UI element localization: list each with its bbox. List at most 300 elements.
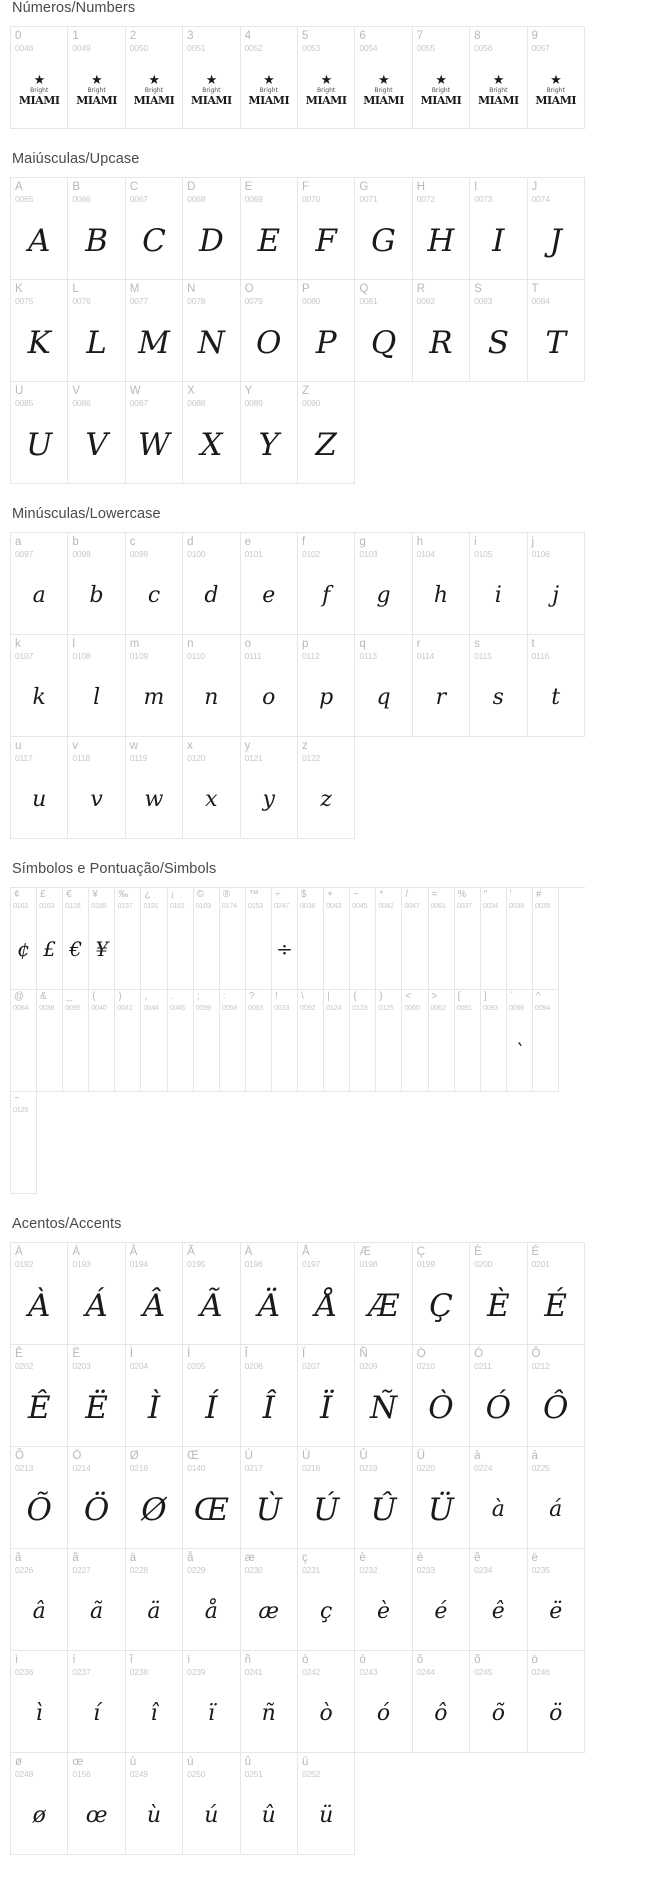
glyph-cell[interactable] [241,1753,298,1855]
glyph-cell[interactable] [350,990,376,1092]
glyph-preview: O [256,324,282,361]
glyph-cell[interactable] [241,280,298,382]
glyph-cell[interactable] [183,280,240,382]
glyph-preview: G [371,222,396,259]
glyph-cell[interactable] [183,1651,240,1753]
glyph-cell[interactable] [272,888,298,990]
glyph-cell[interactable] [324,990,350,1092]
glyph-code-label: 0201 [531,1259,550,1269]
glyph-cell[interactable] [89,888,115,990]
glyph-preview: X [200,426,223,463]
glyph-code-label: 0094 [534,1003,550,1012]
glyph-cell[interactable] [470,1651,527,1753]
glyph-preview: Õ [26,1491,52,1528]
glyph-cell[interactable] [194,888,220,990]
glyph-cell[interactable] [194,990,220,1092]
glyph-cell[interactable] [68,1345,125,1447]
glyph-preview: U [26,426,53,463]
glyph-cell[interactable] [63,990,89,1092]
glyph-cell[interactable] [413,635,470,737]
glyph-cell[interactable] [68,1753,125,1855]
glyph-cell[interactable] [470,1447,527,1549]
glyph-char-label: " [483,889,488,900]
glyph-preview [168,1018,193,1084]
glyph-cell[interactable] [533,888,559,990]
glyph-cell[interactable] [241,533,298,635]
glyph-char-label: Ö [72,1450,82,1462]
glyph-cell[interactable] [11,533,68,635]
glyph-cell[interactable] [126,1753,183,1855]
glyph-cell[interactable] [183,382,240,484]
glyph-cell[interactable] [324,888,350,990]
glyph-cell[interactable] [528,1243,585,1345]
glyph-preview [376,916,401,982]
glyph-char-label: Æ [359,1246,371,1258]
glyph-cell[interactable] [68,1243,125,1345]
glyph-preview: ` [514,1039,525,1063]
glyph-cell[interactable] [355,1345,412,1447]
glyph-cell[interactable] [11,1092,37,1194]
glyph-char-label: ? [248,991,255,1002]
glyph-code-label: 0054 [359,43,378,53]
glyph-code-label: 0205 [187,1361,206,1371]
glyph-cell[interactable] [115,888,141,990]
glyph-cell[interactable] [246,888,272,990]
glyph-band-text: MIAMI [18,94,60,107]
glyph-code-label: 0053 [301,43,321,53]
glyph-char-label: á [531,1450,538,1462]
glyph-cell[interactable] [298,737,355,839]
glyph-preview: N [197,324,225,361]
glyph-char-label: î [129,1654,133,1666]
glyph-cell[interactable] [220,888,246,990]
glyph-cell[interactable] [528,1651,585,1753]
glyph-char-label: ¡ [170,889,174,900]
glyph-cell[interactable] [528,178,585,280]
glyph-cell[interactable] [470,533,527,635]
glyph-cell[interactable] [11,635,68,737]
glyph-cell[interactable] [126,27,183,129]
glyph-code-label: 0078 [187,296,206,306]
glyph-cell[interactable] [507,990,533,1092]
glyph-cell[interactable] [126,1549,183,1651]
glyph-code-label: 0236 [15,1667,34,1677]
glyph-cell[interactable] [241,178,298,280]
glyph-cell[interactable] [183,1447,240,1549]
glyph-cell[interactable] [470,1345,527,1447]
glyph-cell[interactable] [183,1243,240,1345]
glyph-char-label: # [535,889,542,900]
glyph-preview [298,916,323,982]
glyph-cell[interactable] [11,1345,68,1447]
glyph-cell[interactable] [11,1651,68,1753]
glyph-cell[interactable] [298,382,355,484]
glyph-char-label: ù [129,1756,137,1768]
glyph-code-label: 0077 [129,296,148,306]
glyph-code-label: 0245 [474,1667,493,1677]
glyph-cell[interactable] [272,990,298,1092]
glyph-cell[interactable] [355,1243,412,1345]
glyph-code-label: 0106 [531,549,550,559]
glyph-cell[interactable] [355,635,412,737]
glyph-preview: Ò [428,1389,454,1426]
glyph-cell[interactable] [413,178,470,280]
glyph-code-label: 0055 [416,43,435,53]
glyph-preview: y [262,787,275,812]
glyph-cell[interactable] [68,635,125,737]
glyph-cell[interactable] [481,990,507,1092]
glyph-char-label: 0 [15,30,22,42]
glyph-cell[interactable] [528,27,585,129]
glyph-code-label: 0064 [13,1003,29,1012]
glyph-preview [533,1018,558,1084]
glyph-code-label: 0125 [378,1003,394,1012]
glyph-cell[interactable] [470,635,527,737]
glyph-script-top: Bright [202,87,221,94]
glyph-cell[interactable] [183,1753,240,1855]
glyph-cell[interactable] [11,737,68,839]
glyph-char-label: ^ [535,991,541,1002]
glyph-cell[interactable] [68,533,125,635]
glyph-cell[interactable] [241,737,298,839]
glyph-preview: Å [314,1287,338,1324]
glyph-cell[interactable] [355,1549,412,1651]
glyph-cell[interactable] [68,1651,125,1753]
glyph-preview: J [549,222,562,259]
glyph-cell[interactable] [413,1447,470,1549]
glyph-cell[interactable] [68,280,125,382]
glyph-preview: ä [147,1599,161,1624]
glyph-char-label: æ [244,1552,255,1564]
glyph-preview: I [492,222,505,259]
glyph-cell[interactable] [63,888,89,990]
glyph-char-label: È [474,1246,482,1258]
glyph-cell[interactable] [413,1651,470,1753]
glyph-cell[interactable] [402,888,428,990]
glyph-cell[interactable] [241,1243,298,1345]
glyph-cell[interactable] [68,27,125,129]
glyph-cell[interactable] [126,635,183,737]
glyph-preview: r [435,685,447,710]
glyph-cell[interactable] [126,533,183,635]
glyph-cell[interactable] [241,1345,298,1447]
glyph-cell[interactable] [470,27,527,129]
glyph-char-label: _ [66,991,72,1002]
glyph-cell[interactable] [470,1549,527,1651]
glyph-char-label: U [15,385,24,397]
glyph-cell[interactable] [402,990,428,1092]
glyph-char-label: ä [129,1552,137,1564]
glyph-cell[interactable] [298,1549,355,1651]
glyph-char-label: 4 [244,30,251,42]
glyph-char-label: Ü [416,1450,426,1462]
glyph-cell[interactable] [298,280,355,382]
glyph-cell[interactable] [241,1651,298,1753]
glyph-char-label: H [416,181,426,193]
glyph-preview: p [319,685,334,710]
glyph-code-label: 0043 [326,901,342,910]
glyph-code-label: 0114 [416,651,435,661]
glyph-cell[interactable] [68,1549,125,1651]
glyph-cell[interactable] [413,1345,470,1447]
glyph-cell[interactable] [183,737,240,839]
glyph-preview: d [204,583,219,608]
glyph-char-label: Ë [72,1348,81,1360]
glyph-char-label: Õ [15,1450,24,1462]
glyph-cell[interactable] [168,888,194,990]
glyph-cell[interactable] [141,888,167,990]
glyph-preview [272,1018,297,1084]
glyph-char-label: N [187,283,196,295]
glyph-preview: ï [207,1701,215,1726]
glyph-preview: î [150,1701,158,1726]
glyph-cell[interactable] [126,1243,183,1345]
glyph-cell[interactable] [355,533,412,635]
glyph-code-label: 0228 [129,1565,148,1575]
glyph-cell[interactable] [376,888,402,990]
glyph-cell[interactable] [413,280,470,382]
glyph-code-label: 0224 [474,1463,493,1473]
glyph-script-top: Bright [259,87,278,94]
glyph-char-label: V [72,385,81,397]
glyph-char-label: 8 [474,30,481,42]
glyph-preview: ú [204,1803,219,1828]
glyph-cell[interactable] [376,990,402,1092]
glyph-cell[interactable] [350,888,376,990]
glyph-cell[interactable] [11,178,68,280]
glyph-char-label: \ [301,991,304,1002]
glyph-cell[interactable] [429,990,455,1092]
glyph-char-label: ë [531,1552,538,1564]
glyph-cell[interactable] [470,178,527,280]
glyph-cell[interactable] [528,280,585,382]
glyph-cell[interactable] [413,1243,470,1345]
glyph-code-label: 0076 [72,296,91,306]
glyph-code-label: 0232 [359,1565,378,1575]
glyph-cell[interactable] [470,280,527,382]
glyph-grid [10,26,585,129]
glyph-code-label: 0102 [301,549,321,559]
glyph-code-label: 0105 [474,549,493,559]
glyph-cell[interactable] [241,635,298,737]
glyph-band-text: MIAMI [420,94,462,107]
glyph-cell[interactable] [528,533,585,635]
glyph-code-label: 0035 [534,901,550,910]
glyph-cell[interactable] [126,178,183,280]
glyph-cell[interactable] [11,1753,68,1855]
glyph-cell[interactable] [220,990,246,1092]
glyph-preview [68,57,124,123]
glyph-cell[interactable] [481,888,507,990]
glyph-cell[interactable] [126,737,183,839]
glyph-cell[interactable] [126,1345,183,1447]
glyph-char-label: A [15,181,23,193]
glyph-code-label: 0239 [187,1667,206,1677]
glyph-code-label: 0231 [301,1565,321,1575]
glyph-cell[interactable] [183,635,240,737]
glyph-char-label: û [244,1756,251,1768]
glyph-code-label: 0119 [129,753,148,763]
glyph-cell[interactable] [126,382,183,484]
glyph-cell[interactable] [298,1651,355,1753]
glyph-char-label: p [301,638,309,650]
glyph-cell[interactable] [298,1753,355,1855]
glyph-char-label: $ [301,889,307,900]
glyph-cell[interactable] [298,1345,355,1447]
glyph-cell[interactable] [115,990,141,1092]
glyph-code-label: 0047 [404,901,420,910]
glyph-code-label: 0115 [474,651,492,661]
glyph-char-label: ï [187,1654,191,1666]
glyph-preview [470,57,526,123]
glyph-script-top: Bright [144,87,164,94]
glyph-cell[interactable] [528,1549,585,1651]
glyph-preview [455,1018,480,1084]
glyph-preview [63,1018,88,1084]
glyph-code-label: 0108 [72,651,91,661]
glyph-cell[interactable] [11,382,68,484]
glyph-cell[interactable] [355,1447,412,1549]
glyph-preview: á [549,1497,563,1522]
glyph-char-label: @ [14,991,25,1002]
glyph-cell[interactable] [11,888,37,990]
glyph-cell[interactable] [241,1447,298,1549]
glyph-band-text: MIAMI [305,94,347,107]
glyph-code-label: 0192 [15,1259,34,1269]
glyph-code-label: 0206 [244,1361,263,1371]
glyph-char-label: k [15,638,21,650]
glyph-cell[interactable] [183,1345,240,1447]
glyph-cell[interactable] [298,635,355,737]
glyph-cell[interactable] [455,990,481,1092]
glyph-cell[interactable] [241,382,298,484]
glyph-cell[interactable] [528,1345,585,1447]
glyph-char-label: E [244,181,253,193]
glyph-cell[interactable] [355,280,412,382]
glyph-code-label: 0042 [378,901,394,910]
glyph-code-label: 0049 [72,43,91,53]
star-icon: ★ [148,73,160,88]
glyph-cell[interactable] [246,990,272,1092]
glyph-cell[interactable] [141,990,167,1092]
glyph-cell[interactable] [413,533,470,635]
glyph-code-label: 0238 [129,1667,148,1677]
glyph-cell[interactable] [11,1447,68,1549]
glyph-cell[interactable] [355,27,412,129]
glyph-cell[interactable] [298,1447,355,1549]
glyph-code-label: 0070 [301,194,321,204]
glyph-cell[interactable] [528,1447,585,1549]
glyph-cell[interactable] [183,178,240,280]
glyph-cell[interactable] [355,1651,412,1753]
glyph-char-label: g [359,536,366,548]
glyph-char-label: 7 [416,30,424,42]
glyph-cell[interactable] [298,1243,355,1345]
glyph-cell[interactable] [89,990,115,1092]
glyph-char-label: d [187,536,194,548]
glyph-cell[interactable] [298,178,355,280]
glyph-code-label: 0246 [531,1667,550,1677]
glyph-cell[interactable] [68,1447,125,1549]
glyph-cell[interactable] [507,888,533,990]
glyph-preview [298,57,354,123]
glyph-cell[interactable] [413,27,470,129]
glyph-char-label: n [187,638,194,650]
glyph-cell[interactable] [68,382,125,484]
glyph-preview [429,916,454,982]
glyph-char-label: õ [474,1654,481,1666]
glyph-cell[interactable] [528,635,585,737]
glyph-preview [324,1018,349,1084]
glyph-cell[interactable] [183,1549,240,1651]
glyph-code-label: 0085 [15,398,34,408]
glyph-preview [37,1018,62,1084]
glyph-cell[interactable] [298,888,324,990]
glyph-cell[interactable] [355,178,412,280]
glyph-preview: g [376,583,391,608]
glyph-code-label: 0199 [416,1259,435,1269]
glyph-cell[interactable] [183,27,240,129]
glyph-code-label: 0230 [244,1565,263,1575]
glyph-cell[interactable] [37,888,63,990]
glyph-cell[interactable] [298,27,355,129]
glyph-cell[interactable] [11,990,37,1092]
glyph-char-label: s [474,638,480,650]
glyph-cell[interactable] [11,280,68,382]
glyph-cell[interactable] [126,1447,183,1549]
glyph-code-label: 0058 [221,1003,237,1012]
glyph-char-label: ç [301,1552,308,1564]
glyph-char-label: ¥ [92,889,98,900]
glyph-cell[interactable] [455,888,481,990]
glyph-cell[interactable] [183,533,240,635]
glyph-code-label: 0207 [301,1361,321,1371]
glyph-cell[interactable] [413,1549,470,1651]
glyph-cell[interactable] [241,1549,298,1651]
glyph-cell[interactable] [11,1549,68,1651]
section-title: Minúsculas/Lowercase [12,506,161,522]
glyph-code-label: 0089 [244,398,263,408]
glyph-char-label: Ä [244,1246,253,1258]
glyph-cell[interactable] [11,1243,68,1345]
glyph-cell[interactable] [429,888,455,990]
glyph-preview: a [32,583,46,608]
glyph-code-label: 0060 [404,1003,420,1012]
glyph-cell[interactable] [168,990,194,1092]
glyph-cell[interactable] [126,280,183,382]
glyph-cell[interactable] [126,1651,183,1753]
glyph-cell[interactable] [533,990,559,1092]
glyph-code-label: 0087 [129,398,148,408]
glyph-cell[interactable] [68,737,125,839]
glyph-cell[interactable] [298,533,355,635]
glyph-cell[interactable] [470,1243,527,1345]
glyph-char-label: Œ [187,1450,199,1462]
glyph-cell[interactable] [241,27,298,129]
glyph-char-label: I [474,181,478,193]
glyph-cell[interactable] [298,990,324,1092]
glyph-cell[interactable] [37,990,63,1092]
glyph-char-label: 6 [359,30,366,42]
glyph-cell[interactable] [68,178,125,280]
glyph-char-label: Ì [129,1348,133,1360]
glyph-char-label: b [72,536,79,548]
glyph-code-label: 0090 [301,398,321,408]
glyph-code-label: 0216 [129,1463,148,1473]
glyph-preview: £ [43,937,56,961]
glyph-char-label: m [129,638,140,650]
glyph-cell[interactable] [11,27,68,129]
